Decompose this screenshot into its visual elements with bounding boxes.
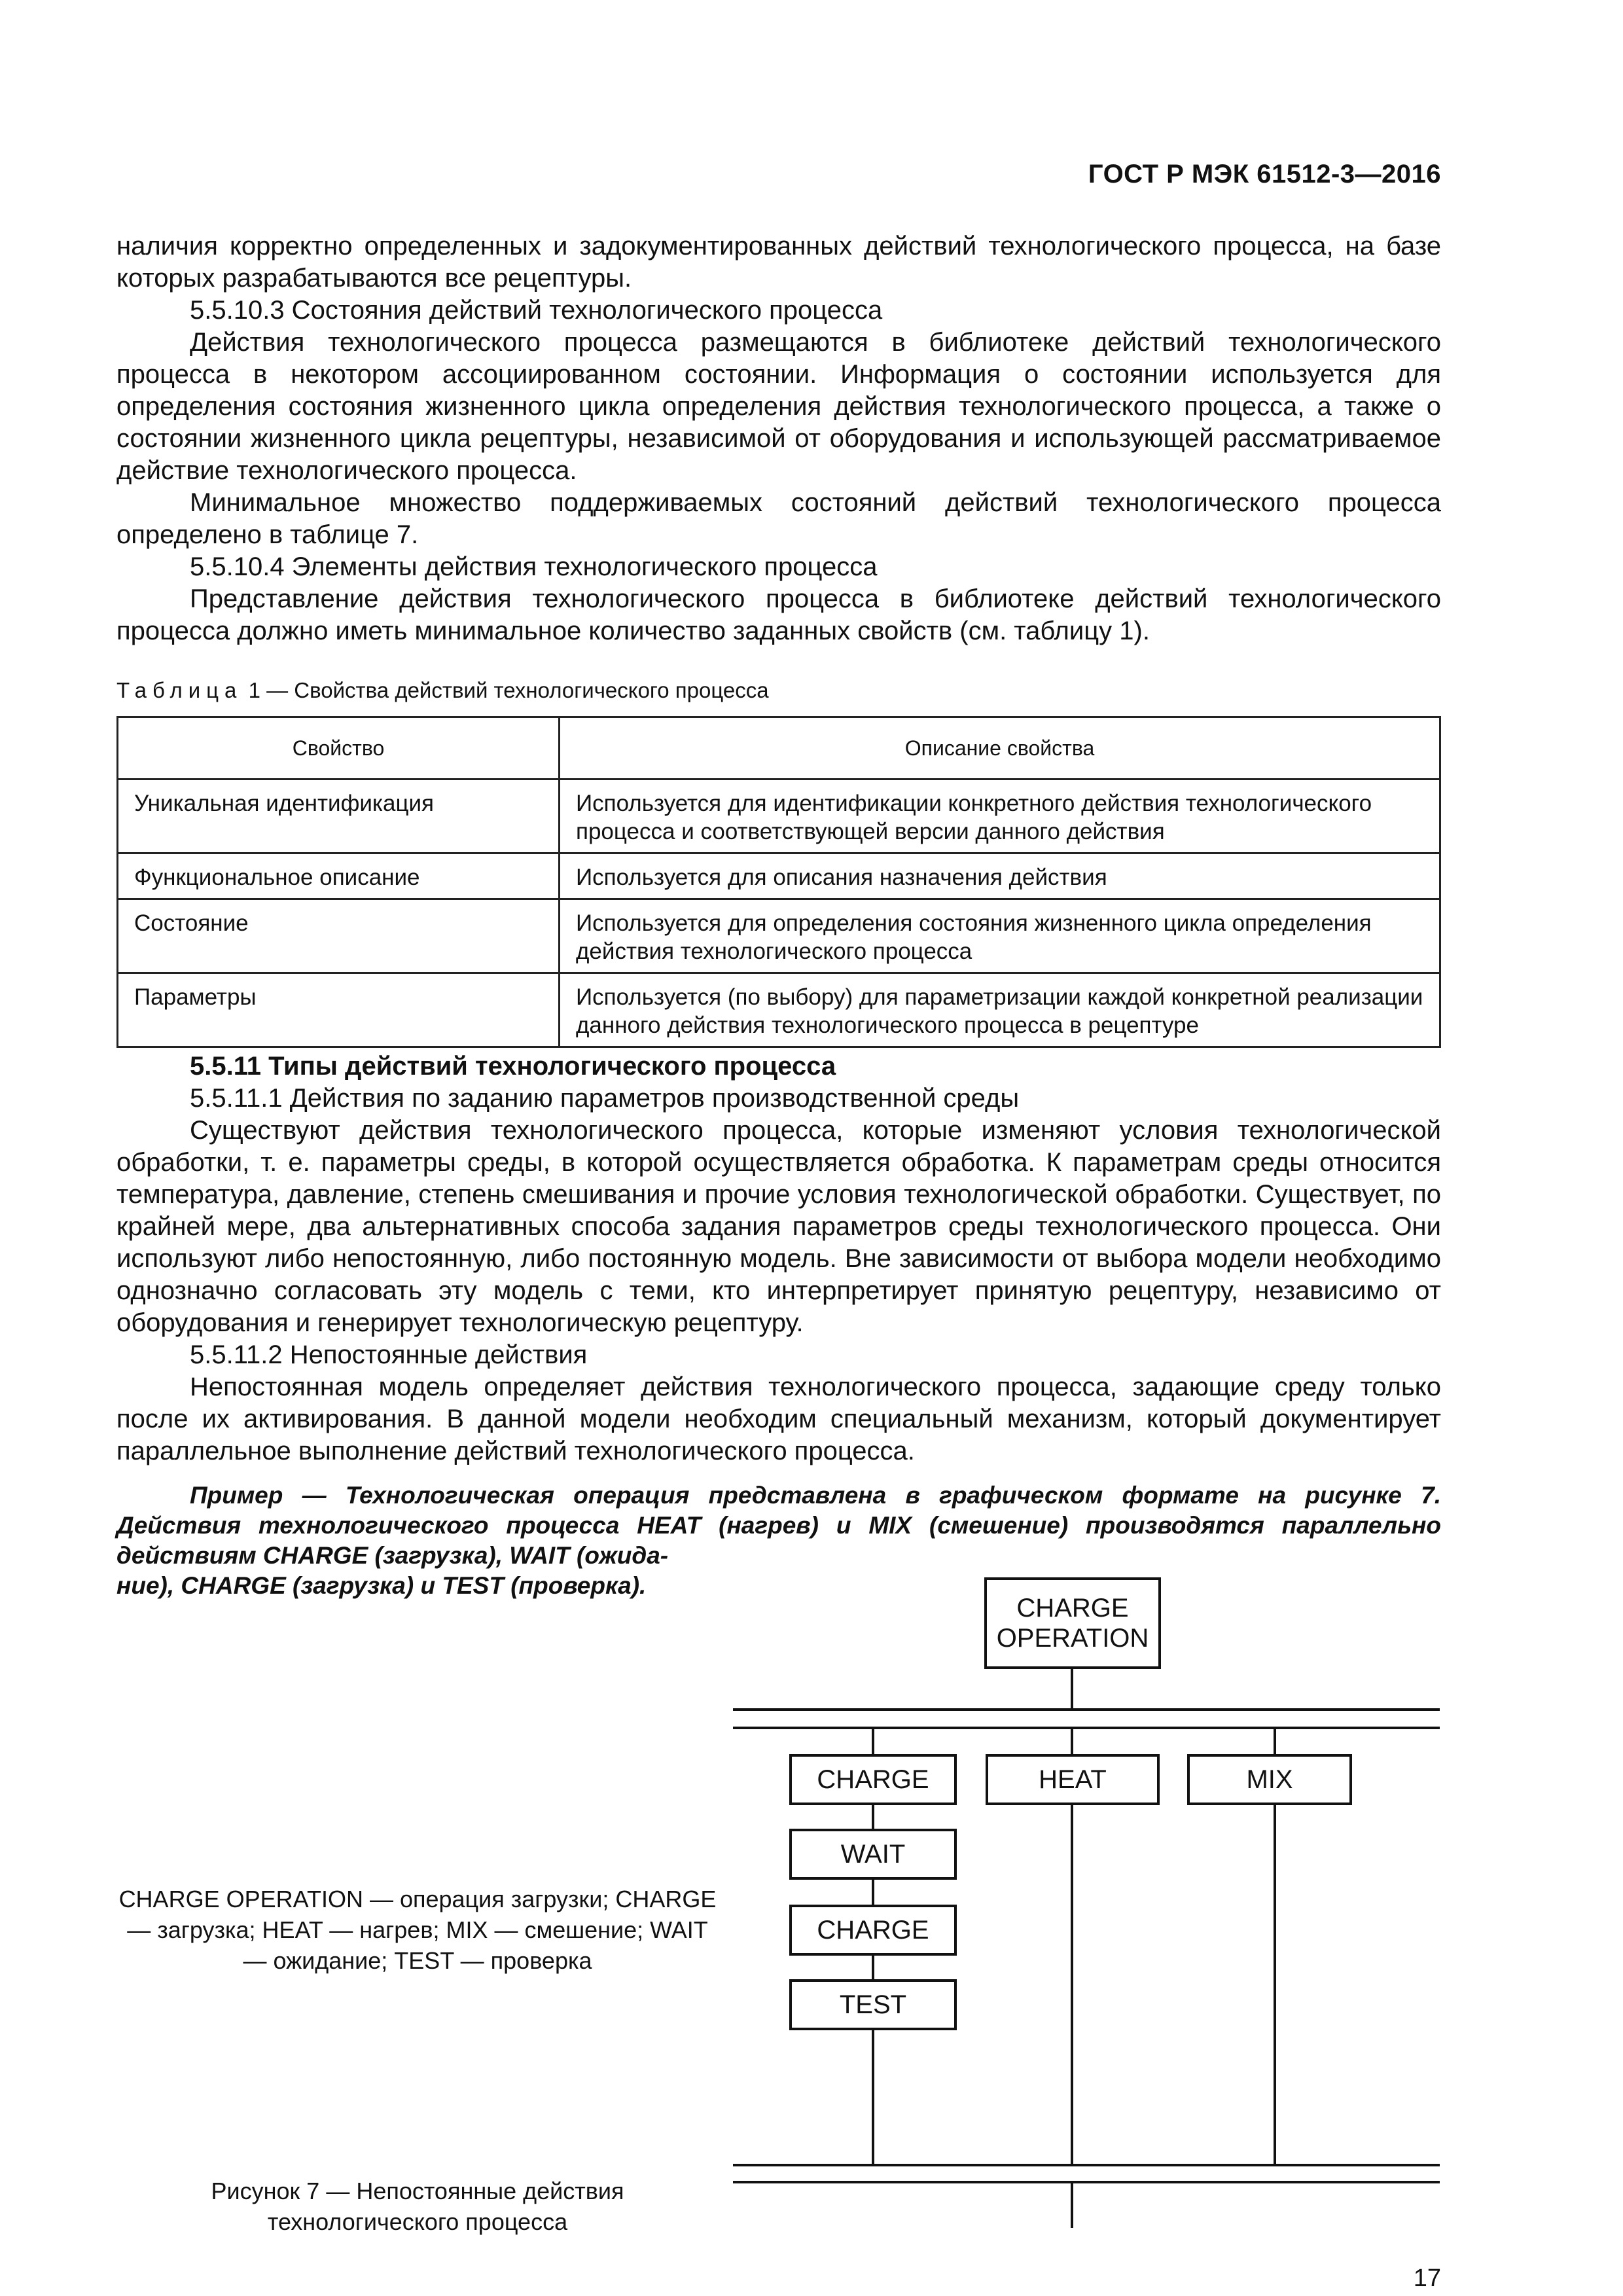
standard-header: ГОСТ Р МЭК 61512-3—2016 (1088, 160, 1441, 188)
charge-box: CHARGE (789, 1754, 957, 1805)
figure-caption-line: технологического процесса (267, 2208, 568, 2235)
charge-operation-box (984, 1577, 1161, 1669)
connector-line (872, 2028, 874, 2164)
paragraph: Минимальное множество поддерживаемых состояний действий технологического процесса определено в таблице 7. (116, 488, 1441, 549)
heat-box: HEAT (986, 1754, 1160, 1805)
subsection-heading: 5.5.10.4 Элементы действия технологического процесса (190, 552, 878, 581)
table-cell-description: Используется для идентификации конкретного действия технологического процесса и соответствующей версии данного действия (560, 780, 1440, 853)
table-caption-word: Таблица (116, 678, 243, 702)
paragraph: Существуют действия технологического процесса, которые изменяют условия технологической обработки, т. е. параметры среды, в которой осуществляется обработка. К параметрам среды относится температура, давление, степень смешивания и прочие условия технологической обработки. Существует, по крайней мере, два альтернативных способа задания параметров среды технологического процесса. Они используют либо непостоянную, либо постоянную модель. Вне зависимости от выбора модели необходимо однозначно согласовать эту модель с теми, кто интерпретирует принятую рецептуру, независимо от оборудования и генерирует технологическую рецептуру. (116, 1116, 1441, 1337)
table-cell-property: Состояние (118, 899, 560, 973)
table-header-row (118, 717, 1440, 780)
subsection-heading: 5.5.11.1 Действия по заданию параметров производственной среды (190, 1084, 1020, 1113)
table-cell-property: Параметры (118, 973, 560, 1047)
figure-caption (116, 2176, 719, 2237)
test-box: TEST (789, 1979, 957, 2030)
column-header-property: Свойство (118, 717, 560, 780)
table-row (118, 899, 1440, 973)
connector-line (1071, 1669, 1073, 1708)
figure-legend: CHARGE OPERATION — операция загрузки; CHARGE — загрузка; HEAT — нагрев; MIX — смешение; WAIT — ожидание; TEST — проверка (118, 1886, 717, 1974)
properties-table (116, 716, 1441, 1048)
process-diagram (733, 1577, 1453, 2232)
subsection-heading: 5.5.11.2 Непостоянные действия (190, 1340, 588, 1369)
paragraph: Представление действия технологического процесса в библиотеке действий технологического процесса должно иметь минимальное количество заданных свойств (см. таблицу 1). (116, 584, 1441, 645)
page-number: 17 (1413, 2265, 1441, 2292)
figure-caption-line: Рисунок 7 — Непостоянные действия (211, 2178, 624, 2204)
paragraph: наличия корректно определенных и задокументированных действий технологического процесса, на базе которых разрабатываются все рецептуры. (116, 232, 1441, 293)
mix-box: MIX (1187, 1754, 1352, 1805)
paragraph: Действия технологического процесса размещаются в библиотеке действий технологического процесса в некотором ассоциированном состоянии. Информация о состоянии используется для определения состояния жизненного цикла определения действия технологического процесса, а также о состоянии жизненного цикла рецептуры, независимой от оборудования и использующей рассматриваемое действие технологического процесса. (116, 328, 1441, 485)
intro-text (116, 230, 1441, 647)
box-label: CHARGE (1016, 1594, 1129, 1623)
table-caption-text: 1 — Свойства действий технологического процесса (248, 678, 769, 702)
sync-bar (733, 1708, 1440, 1711)
connector-line (872, 1877, 874, 1905)
sync-bar (733, 2181, 1440, 2183)
table-row (118, 973, 1440, 1047)
table-row (118, 780, 1440, 853)
section-text (116, 1050, 1441, 1467)
box-label: OPERATION (996, 1624, 1149, 1653)
wait-box: WAIT (789, 1829, 957, 1880)
table-cell-description: Используется для описания назначения действия (560, 853, 1440, 899)
sync-bar (733, 1727, 1440, 1729)
charge-box-second: CHARGE (789, 1905, 957, 1956)
column-header-description: Описание свойства (560, 717, 1440, 780)
section-heading: 5.5.11 Типы действий технологического процесса (190, 1052, 836, 1081)
connector-line (872, 1953, 874, 1979)
connector-line (872, 1729, 874, 1754)
connector-line (1274, 1803, 1276, 2164)
table-cell-property: Функциональное описание (118, 853, 560, 899)
paragraph: Непостоянная модель определяет действия технологического процесса, задающие среду только после их активирования. В данной модели необходим специальный механизм, который документирует параллельное выполнение действий технологического процесса. (116, 1372, 1441, 1465)
table-cell-description: Используется (по выбору) для параметризации каждой конкретной реализации данного действия технологического процесса в рецептуре (560, 973, 1440, 1047)
connector-line (1071, 1803, 1073, 2164)
example-text: Пример — Технологическая операция представлена в графическом формате на рисунке 7. Действия технологического процесса HEAT (нагрев) и MIX (смешение) производятся параллельно действиям CHARGE (загрузка), WAIT (ожида- (116, 1482, 1441, 1569)
connector-line (1071, 1729, 1073, 1754)
connector-line (1274, 1729, 1276, 1754)
example-text-end: ние), CHARGE (загрузка) и TEST (проверка). (116, 1572, 647, 1599)
table-caption (116, 678, 769, 703)
sync-bar (733, 2164, 1440, 2166)
connector-line (872, 1803, 874, 1829)
table-cell-property: Уникальная идентификация (118, 780, 560, 853)
connector-line (1071, 2183, 1073, 2228)
subsection-heading: 5.5.10.3 Состояния действий технологического процесса (190, 296, 883, 325)
table-row (118, 853, 1440, 899)
table-cell-description: Используется для определения состояния жизненного цикла определения действия технологического процесса (560, 899, 1440, 973)
